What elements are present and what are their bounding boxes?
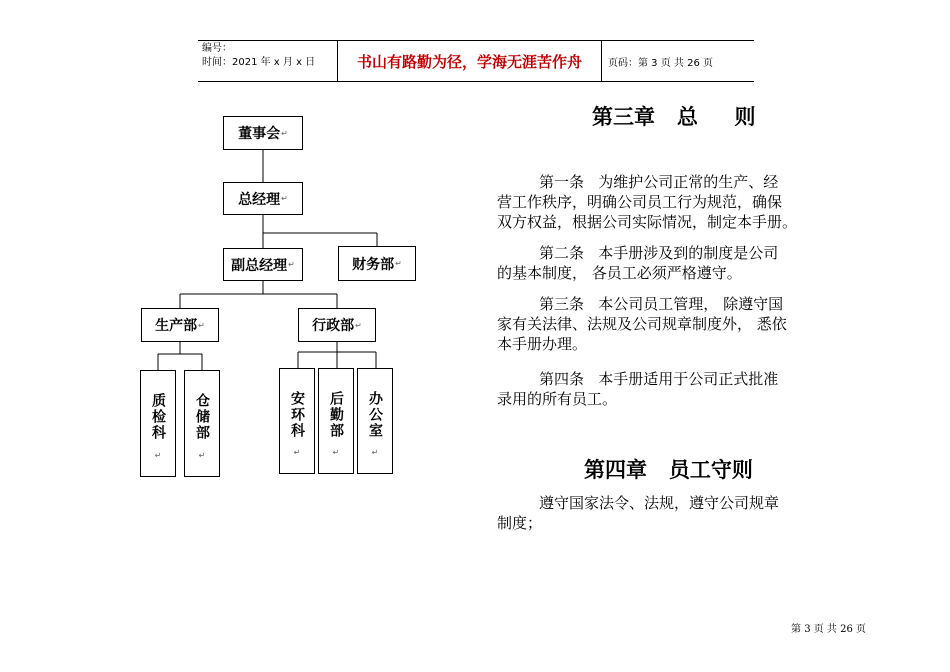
org-gm: [223, 182, 303, 215]
header-number: 编号：: [202, 43, 232, 54]
org-production: [141, 308, 219, 342]
article-line: 制度；: [497, 514, 543, 532]
page-footer: 第 3 页 共 26 页: [791, 624, 866, 635]
org-office-label: 办公室: [367, 391, 383, 439]
chapter3-article2: [497, 243, 887, 283]
article-line: 遵守国家法令、法规，遵守公司规章: [539, 494, 780, 512]
org-warehouse-label: 仓储部: [194, 393, 210, 441]
para-mark: ↵: [395, 259, 402, 268]
org-board-label: 董事会: [238, 126, 281, 142]
article-line: 双方权益，根据公司实际情况，制定本手册。: [497, 213, 798, 231]
org-qc: [140, 370, 176, 477]
article-line: 的基本制度， 各员工必须严格遵守。: [497, 264, 742, 282]
org-gm-label: 总经理: [238, 191, 281, 208]
para-mark: ↵: [371, 448, 379, 457]
org-finance-label: 财务部: [352, 256, 395, 273]
para-mark: ↵: [288, 260, 295, 269]
org-safety: [279, 368, 315, 474]
article-line: 第二条 本手册涉及到的制度是公司: [539, 244, 779, 262]
article-line: 录用的所有员工。: [497, 390, 618, 408]
para-mark: ↵: [281, 194, 288, 203]
article-line: 本手册办理。: [497, 335, 588, 353]
para-mark: ↵: [293, 448, 301, 457]
para-mark: ↵: [281, 128, 288, 138]
org-admin: [298, 308, 376, 342]
header-page: 页码：第 3 页 共 26 页: [608, 57, 713, 69]
article-line: 营工作秩序，明确公司员工行为规范，确保: [497, 193, 783, 211]
org-admin-label: 行政部: [312, 318, 355, 334]
org-board: [223, 116, 303, 150]
chapter4-text: [497, 493, 887, 533]
para-mark: ↵: [198, 451, 206, 460]
para-mark: ↵: [332, 448, 340, 457]
org-deputy-gm: [223, 248, 303, 281]
article-line: 家有关法律、法规及公司规章制度外， 悉依: [497, 315, 787, 333]
org-deputy-gm-label: 副总经理: [231, 257, 288, 274]
article-line: 第三条 本公司员工管理， 除遵守国: [539, 295, 784, 313]
header-time: 时间：2021 年 x 月 x 日: [202, 57, 316, 68]
chapter3-article4: [497, 369, 887, 409]
org-safety-label: 安环科: [289, 391, 305, 439]
article-line: 第一条 为维护公司正常的生产、经: [539, 173, 779, 191]
org-logistics-label: 后勤部: [328, 391, 344, 439]
org-office: [357, 368, 393, 474]
org-warehouse: [184, 370, 220, 477]
chapter3-article1: [497, 172, 887, 232]
chapter3-article3: [497, 294, 887, 354]
article-line: 第四条 本手册适用于公司正式批准: [539, 370, 779, 388]
chapter3-title: 第三章 总 则: [592, 104, 756, 129]
para-mark: ↵: [355, 320, 362, 330]
chapter4-title: 第四章 员工守则: [584, 457, 753, 482]
org-finance: [338, 246, 416, 281]
org-qc-label: 质检科: [150, 393, 166, 441]
para-mark: ↵: [198, 320, 205, 330]
org-production-label: 生产部: [155, 318, 198, 334]
org-logistics: [318, 368, 354, 474]
para-mark: ↵: [154, 451, 162, 460]
header-motto: 书山有路勤为径，学海无涯苦作舟: [338, 41, 602, 81]
